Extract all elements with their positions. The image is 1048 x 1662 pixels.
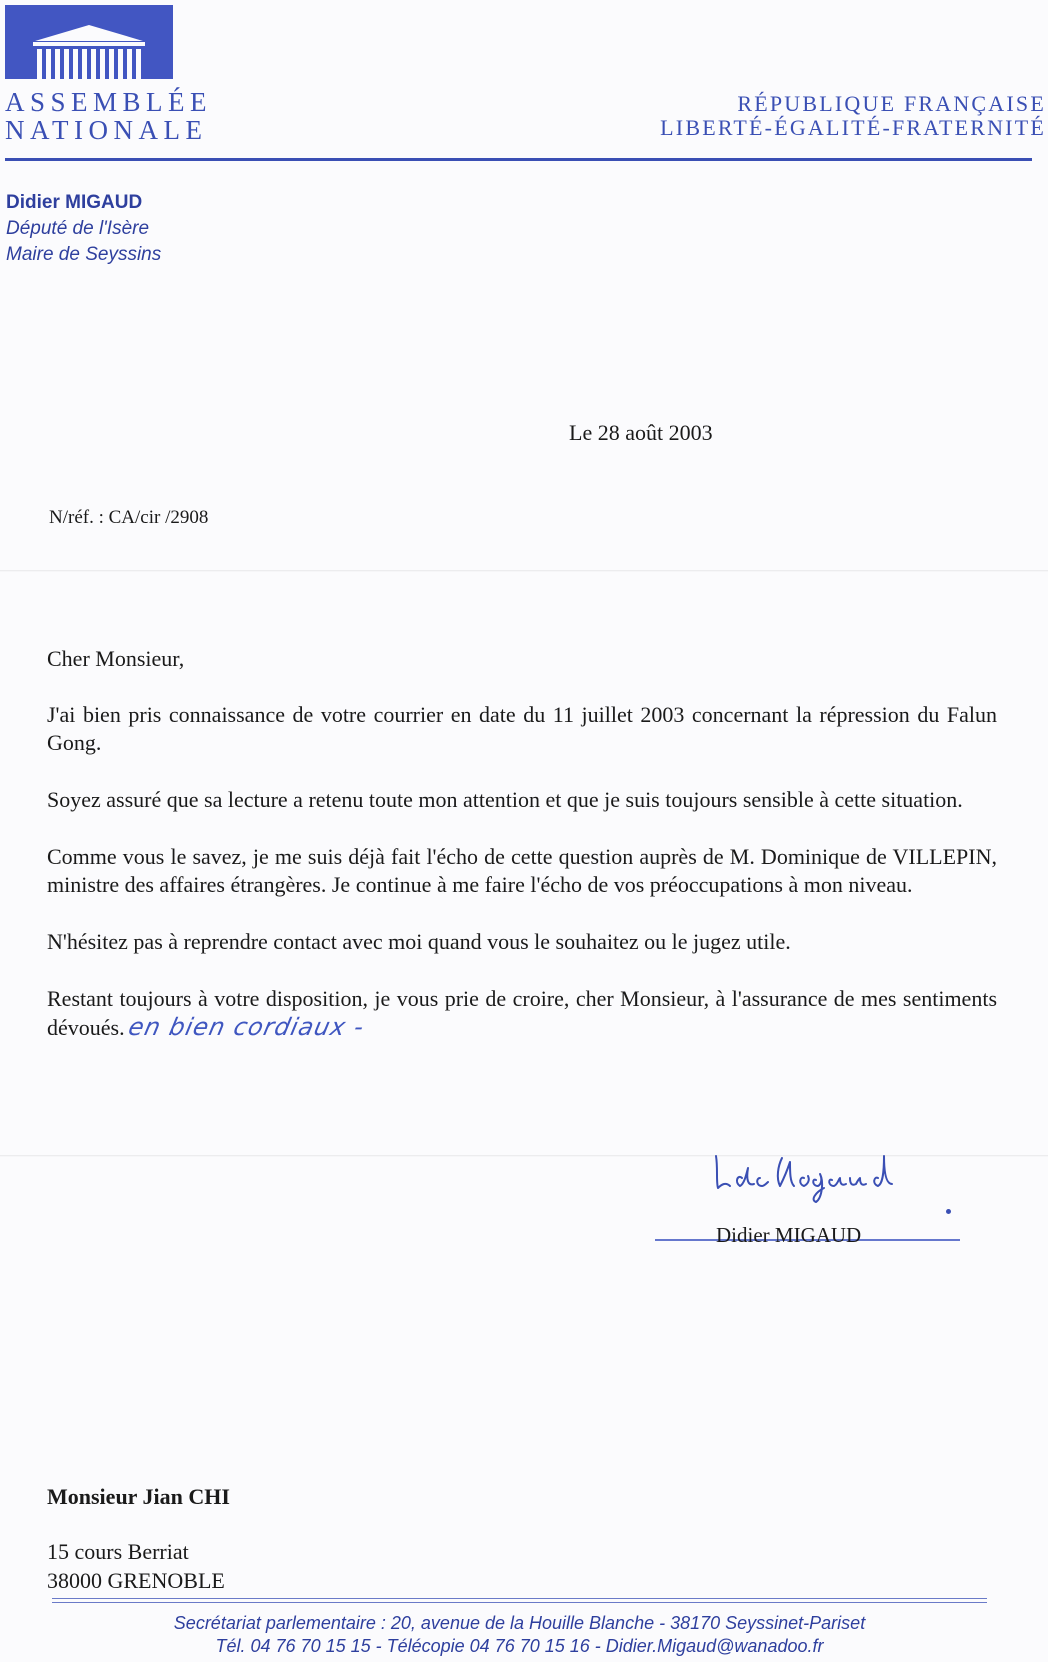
salutation: Cher Monsieur, [47,646,185,671]
institution-name [5,88,212,144]
institution-line-2: NATIONALE [5,115,208,145]
signer-name: Didier MIGAUD [716,1223,862,1247]
signature-dot [946,1209,951,1214]
handwritten-note: en bien cordiaux - [125,1013,367,1041]
republic-line-1: RÉPUBLIQUE FRANÇAISE [737,91,1046,116]
paper-fold-top [0,570,1048,572]
paragraph-4: N'hésitez pas à reprendre contact avec moi quand vous le souhaitez ou le jugez utile. [47,929,791,954]
recipient-block [47,1482,230,1595]
assemblee-nationale-building-icon [5,5,173,79]
letter-body [47,645,997,1042]
sender-name: Didier MIGAUD [6,192,143,213]
paragraph-3: Comme vous le savez, je me suis déjà fait l'écho de cette question auprès de M. Dominique de VILLEPIN, ministre des affaires étrangères. Je continue à me faire l'écho de vos préoccupations à mon niveau. [47,844,997,897]
paragraph-1: J'ai bien pris connaissance de votre courrier en date du 11 juillet 2003 concernant la répression du Falun Gong. [47,702,997,755]
header-divider [5,158,1032,161]
footer-divider-1 [52,1598,987,1599]
paragraph-2: Soyez assuré que sa lecture a retenu toute mon attention et que je suis toujours sensible à cette situation. [47,787,963,812]
footer-line-2: Tél. 04 76 70 15 15 - Télécopie 04 76 70 15 16 - Didier.Migaud@wanadoo.fr [215,1636,824,1656]
letter-date: Le 28 août 2003 [569,420,713,445]
institution-line-1: ASSEMBLÉE [5,87,213,117]
recipient-name: Monsieur Jian CHI [47,1484,230,1509]
closing-paragraph [47,985,997,1042]
letter-reference: N/réf. : CA/cir /2908 [49,507,209,528]
republic-line-2: LIBERTÉ-ÉGALITÉ-FRATERNITÉ [660,115,1046,140]
sender-block [6,190,161,268]
footer-line-1: Secrétariat parlementaire : 20, avenue de la Houille Blanche - 38170 Seyssinet-Pariset [173,1613,866,1633]
sender-role-2: Maire de Seyssins [6,244,162,265]
republic-motto [660,92,1046,140]
footer [52,1612,987,1658]
handwritten-signature [708,1148,928,1208]
footer-divider-2 [52,1602,987,1603]
recipient-address-2: 38000 GRENOBLE [47,1568,225,1593]
sender-role-1: Député de l'Isère [6,218,150,239]
closing-text: Restant toujours à votre disposition, je vous prie de croire, cher Monsieur, à l'assurance de mes sentiments dévoués. [47,986,997,1040]
recipient-address-1: 15 cours Berriat [47,1539,189,1564]
